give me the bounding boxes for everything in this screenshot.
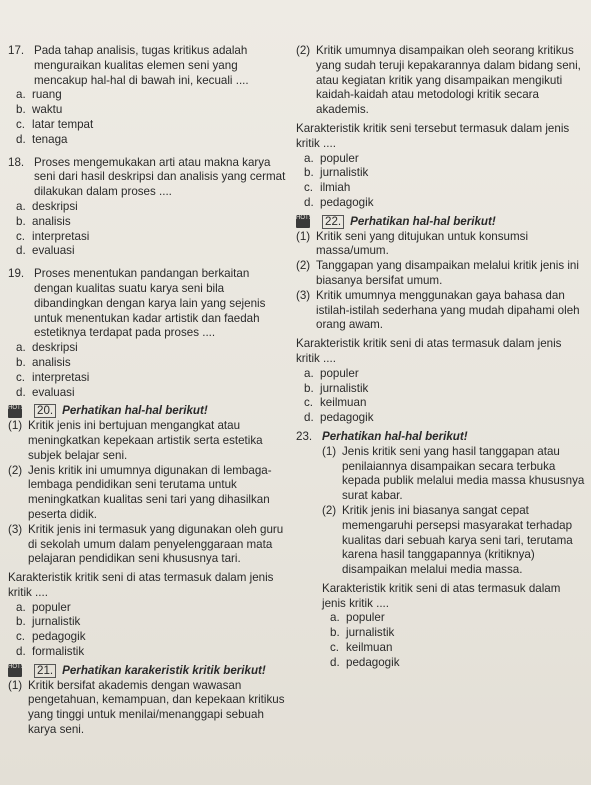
option[interactable]: d. pedagogik <box>330 655 400 669</box>
statement: (2) Kritik jenis ini biasanya sangat cepat memengaruhi persepsi masyarakat terhadap kualitas dari sebuah karya seni tari, terutama karena hasil tanggapannya (kritiknya) disampaikan melalui media massa. <box>322 503 573 577</box>
question-number: 18. <box>8 155 25 169</box>
statement: (3) Kritik jenis ini termasuk yang digunakan oleh guru di sekolah umum dalam penyelenggaraan mata pelajaran pendidikan seni khususnya tari. <box>8 522 284 566</box>
option[interactable]: c. keilmuan <box>330 641 393 655</box>
hots-badge-icon: HOTS <box>296 215 310 228</box>
question-intro: Perhatikan hal-hal berikut! <box>322 429 468 443</box>
statement: (3) Kritik umumnya menggunakan gaya bahasa dan istilah-istilah sederhana yang mudah dipahami oleh orang awam. <box>296 288 580 332</box>
question-number: 17. <box>8 44 25 57</box>
question-21-continued <box>296 44 586 211</box>
question-number-box: 21. <box>34 664 56 678</box>
statement: (1) Jenis kritik seni yang hasil tanggapan atau penilaiannya disampaikan secara terbuka kepada publik melalui media massa khususnya surat kabar. <box>322 444 585 503</box>
question-number: 23. <box>296 429 313 443</box>
option[interactable]: d. evaluasi <box>16 244 75 258</box>
question-number <box>8 404 34 419</box>
statement: (1) Kritik bersifat akademis dengan wawasan pengetahuan, kemampuan, dan kepekaan kritikus yang tinggi untuk menilai/menanggapi sebuah karya seni. <box>8 678 285 737</box>
hots-badge-icon: HOTS <box>8 405 22 418</box>
option[interactable]: a. populer <box>304 366 359 380</box>
question-23 <box>296 430 586 671</box>
option[interactable]: b. waktu <box>16 103 63 117</box>
option[interactable]: b. jurnalistik <box>304 381 369 395</box>
option[interactable]: a. populer <box>16 600 71 614</box>
question-intro: Perhatikan hal-hal berikut! <box>350 214 496 228</box>
question-text: Pada tahap analisis, tugas kritikus adalah menguraikan kualitas elemen seni yang mencakup hal-hal di bawah ini, kecuali .... <box>34 44 249 87</box>
question-intro: Perhatikan karakeristik kritik berikut! <box>62 663 266 677</box>
option[interactable]: a. populer <box>304 151 359 165</box>
left-column <box>8 44 290 738</box>
option[interactable]: b. analisis <box>16 214 71 228</box>
option[interactable]: a. populer <box>330 611 385 625</box>
question-17 <box>8 44 290 148</box>
question-text: Karakteristik kritik seni di atas termasuk dalam jenis kritik .... <box>296 337 562 365</box>
statement: (1) Kritik jenis ini bertujuan mengangkat atau meningkatkan kepekaan artistik serta estetika subjek belajar seni. <box>8 419 263 462</box>
question-text: Karakteristik kritik seni di atas termasuk dalam jenis kritik .... <box>322 581 561 610</box>
statement: (2) Jenis kritik ini umumnya digunakan di lembaga-lembaga pendidikan seni terutama untuk meningkatkan kualitas seni tari yang dihasilkan peserta didik. <box>8 463 272 521</box>
option[interactable]: d. pedagogik <box>304 195 374 209</box>
question-22 <box>296 215 586 426</box>
option[interactable]: b. jurnalistik <box>304 166 369 180</box>
option[interactable]: c. ilmiah <box>304 181 351 195</box>
option[interactable]: d. pedagogik <box>304 411 374 425</box>
option[interactable]: d. formalistik <box>16 645 85 659</box>
option[interactable]: d. evaluasi <box>16 385 75 399</box>
question-text: Proses mengemukakan arti atau makna karya seni dari hasil deskripsi dan analisis yang cermat dilakukan dalam proses .... <box>34 155 286 199</box>
option[interactable]: d. tenaga <box>16 132 68 146</box>
option[interactable]: a. ruang <box>16 88 62 102</box>
question-intro: Perhatikan hal-hal berikut! <box>62 404 208 418</box>
question-number-box: 20. <box>34 404 56 418</box>
option[interactable]: b. analisis <box>16 355 71 369</box>
option[interactable]: c. keilmuan <box>304 396 367 410</box>
question-21 <box>8 664 290 738</box>
hots-badge-icon: HOTS <box>8 664 22 677</box>
question-20 <box>8 404 290 660</box>
option[interactable]: c. latar tempat <box>16 117 94 131</box>
question-text: Karakteristik kritik seni di atas termasuk dalam jenis kritik .... <box>8 571 274 599</box>
question-text: Proses menentukan pandangan berkaitan dengan kualitas suatu karya seni bila dibandingkan dengan karya lain yang sejenis untuk menentukan kadar artistik dan faedah estetiknya terdapat pada proses .... <box>34 267 266 340</box>
statement: (1) Kritik seni yang ditujukan untuk konsumsi massa/umum. <box>296 229 529 258</box>
statement: (2) Kritik umumnya disampaikan oleh seorang kritikus yang sudah teruji kepakarannya dalam bidang seni, atau kegiatan kritik yang disampaikan mengikuti kaidah-kaidah atau metodologi kritik secara akademis. <box>296 44 581 117</box>
question-number-box: 22. <box>322 215 344 229</box>
option[interactable]: a. deskripsi <box>16 199 78 213</box>
option[interactable]: c. pedagogik <box>16 630 86 644</box>
statement: (2) Tanggapan yang disampaikan melalui kritik jenis ini biasanya bersifat umum. <box>296 259 579 287</box>
question-19 <box>8 267 290 400</box>
right-column <box>296 44 586 671</box>
option[interactable]: b. jurnalistik <box>330 626 395 640</box>
option[interactable]: c. interpretasi <box>16 370 90 384</box>
option[interactable]: b. jurnalistik <box>16 615 81 629</box>
question-text: Karakteristik kritik seni tersebut termasuk dalam jenis kritik .... <box>296 121 570 150</box>
question-18 <box>8 156 290 260</box>
option[interactable]: a. deskripsi <box>16 341 78 355</box>
option[interactable]: c. interpretasi <box>16 229 90 243</box>
question-number: 19. <box>8 267 25 281</box>
